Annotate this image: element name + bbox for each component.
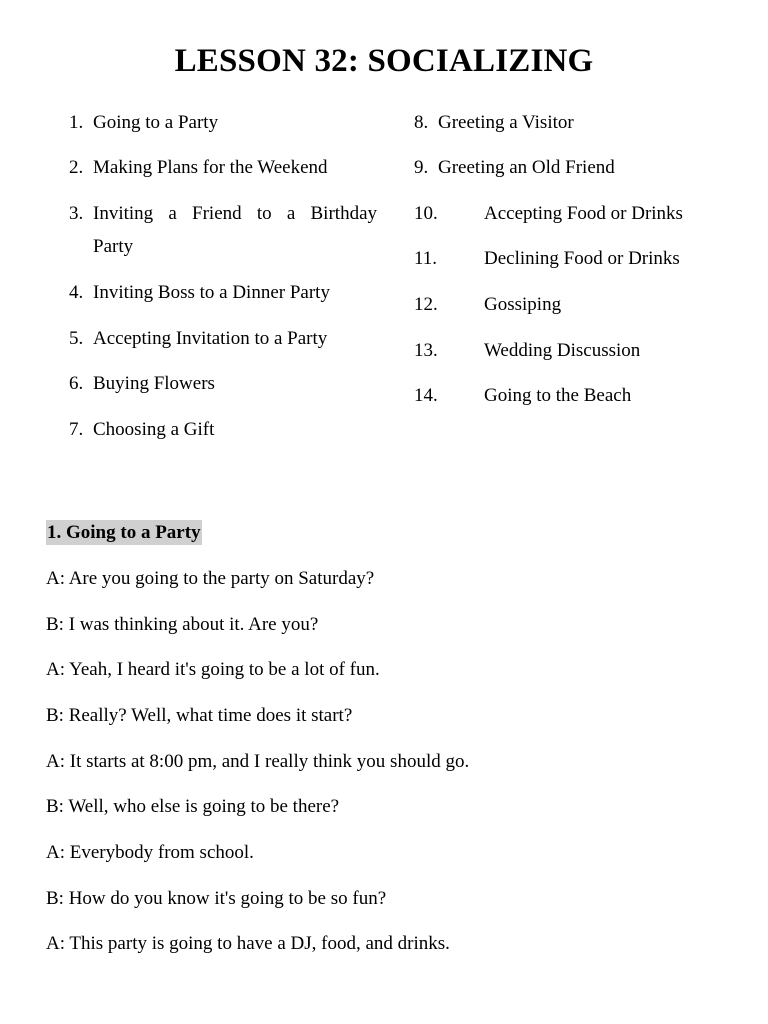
toc-item-label: Inviting Boss to a Dinner Party bbox=[93, 282, 330, 303]
dialog-line: B: How do you know it's going to be so fun? bbox=[46, 888, 387, 909]
dialog-line: A: Yeah, I heard it's going to be a lot of fun. bbox=[46, 659, 380, 680]
toc-item-number: 4. bbox=[69, 282, 84, 303]
toc-item-number: 7. bbox=[69, 419, 84, 440]
toc-item-number: 10. bbox=[414, 203, 438, 224]
toc-item-label: Greeting an Old Friend bbox=[438, 157, 615, 178]
toc-item-number: 1. bbox=[69, 112, 84, 133]
toc-item-label: Accepting Invitation to a Party bbox=[93, 328, 328, 349]
dialog-line: A: This party is going to have a DJ, food, and drinks. bbox=[46, 933, 450, 954]
toc-item-label: Inviting a Friend to a Birthday bbox=[93, 203, 377, 224]
toc-item-number: 14. bbox=[414, 385, 438, 406]
dialog-line: B: I was thinking about it. Are you? bbox=[46, 614, 319, 635]
toc-item-label: Going to a Party bbox=[93, 112, 219, 133]
toc-item-label: Going to the Beach bbox=[484, 385, 632, 406]
toc-item-label: Buying Flowers bbox=[93, 373, 215, 394]
page-title: LESSON 32: SOCIALIZING bbox=[174, 43, 594, 79]
toc-item-label-continued: Party bbox=[93, 236, 134, 257]
toc-item-label: Declining Food or Drinks bbox=[484, 248, 680, 269]
toc-item-number: 6. bbox=[69, 373, 84, 394]
toc-item-number: 12. bbox=[414, 294, 438, 315]
toc-item-label: Accepting Food or Drinks bbox=[484, 203, 683, 224]
dialog-line: A: Are you going to the party on Saturday? bbox=[46, 568, 375, 589]
dialog-line: B: Really? Well, what time does it start? bbox=[46, 705, 353, 726]
toc-item-label: Wedding Discussion bbox=[484, 340, 641, 361]
toc-item-number: 5. bbox=[69, 328, 84, 349]
dialog-line: A: It starts at 8:00 pm, and I really think you should go. bbox=[46, 751, 470, 772]
toc-item-number: 11. bbox=[414, 248, 438, 269]
toc-item-label: Making Plans for the Weekend bbox=[93, 157, 328, 178]
toc-item-number: 2. bbox=[69, 157, 84, 178]
toc-item-label: Greeting a Visitor bbox=[438, 112, 574, 133]
toc-item-number: 8. bbox=[414, 112, 429, 133]
dialog-line: B: Well, who else is going to be there? bbox=[46, 796, 340, 817]
toc-item-label: Choosing a Gift bbox=[93, 419, 215, 440]
toc-item-number: 13. bbox=[414, 340, 438, 361]
toc-item-number: 3. bbox=[69, 203, 84, 224]
toc-item-number: 9. bbox=[414, 157, 429, 178]
section-heading: 1. Going to a Party bbox=[47, 522, 201, 543]
toc-item-label: Gossiping bbox=[484, 294, 562, 315]
dialog-line: A: Everybody from school. bbox=[46, 842, 254, 863]
